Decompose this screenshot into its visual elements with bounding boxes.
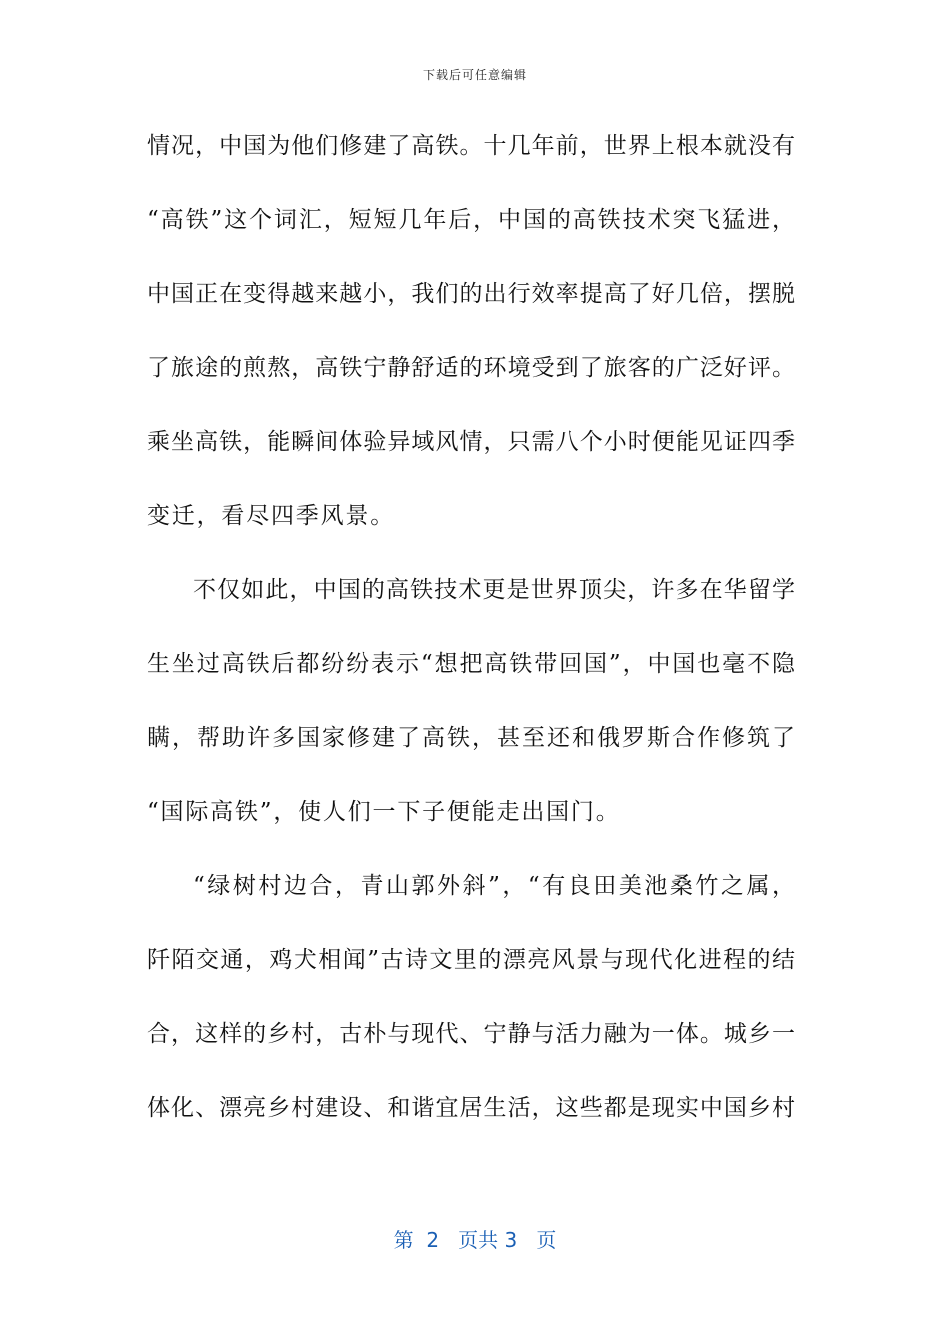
text-line: 情况，中国为他们修建了高铁。十几年前，世界上根本就没有	[147, 133, 795, 159]
text-line: 变迁，看尽四季风景。	[147, 503, 395, 529]
text-line: 了旅途的煎熬，高铁宁静舒适的环境受到了旅客的广泛好评。	[147, 355, 795, 381]
paragraph-first-line: 不仅如此，中国的高铁技术更是世界顶尖，许多在华留学	[193, 577, 795, 603]
text-line: “高铁”这个词汇，短短几年后，中国的高铁技术突飞猛进，	[147, 207, 795, 233]
text-line: 体化、漂亮乡村建设、和谐宜居生活，这些都是现实中国乡村	[147, 1095, 795, 1121]
text-line: 阡陌交通，鸡犬相闻”古诗文里的漂亮风景与现代化进程的结	[147, 947, 795, 973]
page-header: 下载后可任意编辑	[422, 68, 527, 82]
page-number: 第 2 页共 3 页	[393, 1228, 557, 1252]
paragraph-first-line: “绿树村边合，青山郭外斜”，“有良田美池桑竹之属，	[193, 873, 795, 899]
text-line: “国际高铁”，使人们一下子便能走出国门。	[147, 799, 621, 825]
text-line: 乘坐高铁，能瞬间体验异域风情，只需八个小时便能见证四季	[147, 429, 795, 455]
text-line: 中国正在变得越来越小，我们的出行效率提高了好几倍，摆脱	[147, 281, 795, 307]
text-line: 生坐过高铁后都纷纷表示“想把高铁带回国”，中国也毫不隐	[147, 651, 795, 677]
text-line: 合，这样的乡村，古朴与现代、宁静与活力融为一体。城乡一	[147, 1021, 795, 1047]
document-body	[147, 124, 795, 1160]
text-line: 瞒，帮助许多国家修建了高铁，甚至还和俄罗斯合作修筑了	[147, 725, 795, 751]
